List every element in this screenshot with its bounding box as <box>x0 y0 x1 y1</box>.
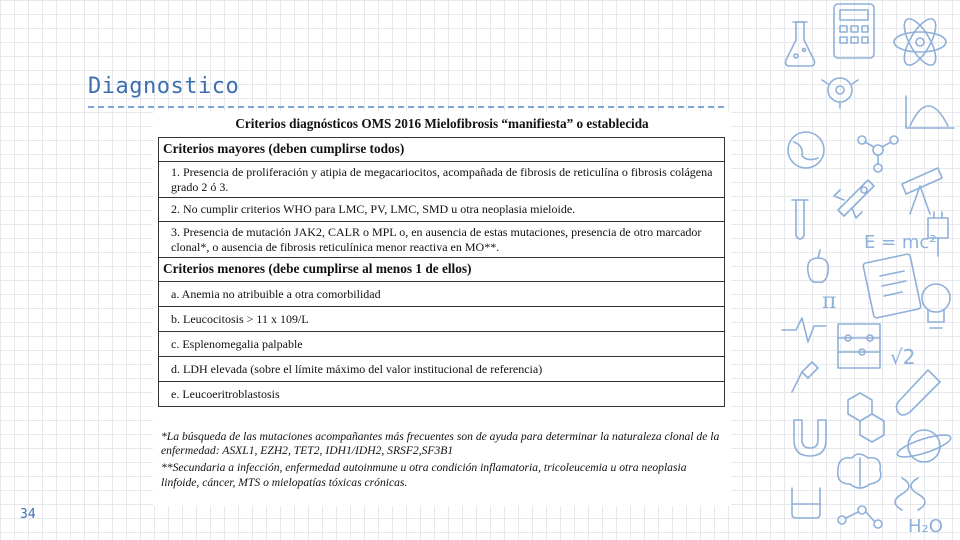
network-icon <box>838 506 882 528</box>
planet-icon <box>895 430 953 462</box>
pipette-icon <box>792 362 818 392</box>
molecule-icon <box>858 136 898 172</box>
minor-criterion-d: d. LDH elevada (sobre el límite máximo del valor institucional de referencia) <box>159 357 725 382</box>
footnote-mutations: *La búsqueda de las mutaciones acompañantes más frecuentes son de ayuda para determinar la naturaleza clonal de la enfermedad: ASXL1, EZH2, TET2, IDH1/IDH2, SRSF2,SF3B1 <box>161 430 720 458</box>
test-tube-icon <box>792 200 808 239</box>
minor-criterion-b: b. Leucocitosis > 11 x 109/L <box>159 307 725 332</box>
table-row <box>159 307 725 332</box>
heartbeat-icon <box>782 318 826 342</box>
footnote-secondary: **Secundaria a infección, enfermedad autoinmune u otra condición inflamatoria, tricoleucemia u otra neoplasia linfoide, cáncer, MTS o mielopatías tóxicas crónicas. <box>161 461 687 489</box>
table-row <box>159 332 725 357</box>
table-row <box>159 138 725 162</box>
document-title: Criterios diagnósticos OMS 2016 Mielofibrosis “manifiesta” o establecida <box>235 116 649 131</box>
major-criterion-2: 2. No cumplir criterios WHO para LMC, PV, LMC, SMD u otra neoplasia mieloide. <box>159 198 725 222</box>
pi-symbol: π <box>822 289 837 314</box>
table-row <box>159 198 725 222</box>
bell-curve-icon <box>906 96 954 128</box>
table-row <box>159 258 725 282</box>
hexagon-molecule-icon <box>848 393 884 442</box>
atom-icon <box>894 14 946 69</box>
criteria-document <box>153 111 731 506</box>
major-criterion-3: 3. Presencia de mutación JAK2, CALR o MPL o, en ausencia de estas mutaciones, presencia de otro marcador clonal*, o ausencia de fibrosis reticulínica menor reactiva en MO**. <box>159 222 725 258</box>
table-row <box>159 357 725 382</box>
dna-icon <box>895 478 925 510</box>
table-row <box>159 162 725 198</box>
water-formula: H₂O <box>908 516 943 537</box>
microbe-icon <box>822 78 858 108</box>
clipboard-icon <box>863 254 922 319</box>
criteria-table <box>158 137 725 407</box>
minor-criterion-a: a. Anemia no atribuible a otra comorbilidad <box>159 282 725 307</box>
footnotes <box>161 430 721 493</box>
table-row <box>159 382 725 407</box>
major-criterion-1: 1. Presencia de proliferación y atipia de megacariocitos, acompañada de fibrosis de reticulína o fibrosis colágena grado 2 ó 3. <box>159 162 725 198</box>
minor-criterion-c: c. Esplenomegalia palpable <box>159 332 725 357</box>
telescope-icon <box>902 168 942 214</box>
globe-icon <box>788 132 824 168</box>
table-row <box>159 282 725 307</box>
minor-criteria-header: Criterios menores (debe cumplirse al menos 1 de ellos) <box>159 258 725 282</box>
brain-icon <box>838 454 881 488</box>
minor-criterion-e: e. Leucoeritroblastosis <box>159 382 725 407</box>
slide-title: Diagnostico <box>88 74 240 99</box>
flask-icon <box>786 22 815 66</box>
page-number: 34 <box>20 507 36 522</box>
rocket-icon <box>834 180 874 218</box>
lightbulb-icon <box>922 284 950 328</box>
magnet-icon <box>794 420 826 456</box>
thermometer-icon <box>896 370 940 415</box>
science-doodles <box>778 0 960 540</box>
title-divider <box>88 106 724 108</box>
calculator-icon <box>834 4 874 58</box>
abacus-icon <box>838 324 880 368</box>
table-row <box>159 222 725 258</box>
energy-formula: E = mc² <box>864 232 937 253</box>
apple-icon <box>808 250 829 282</box>
major-criteria-header: Criterios mayores (deben cumplirse todos) <box>159 138 725 162</box>
root-formula: √2 <box>890 345 916 369</box>
beaker-icon <box>792 488 820 518</box>
